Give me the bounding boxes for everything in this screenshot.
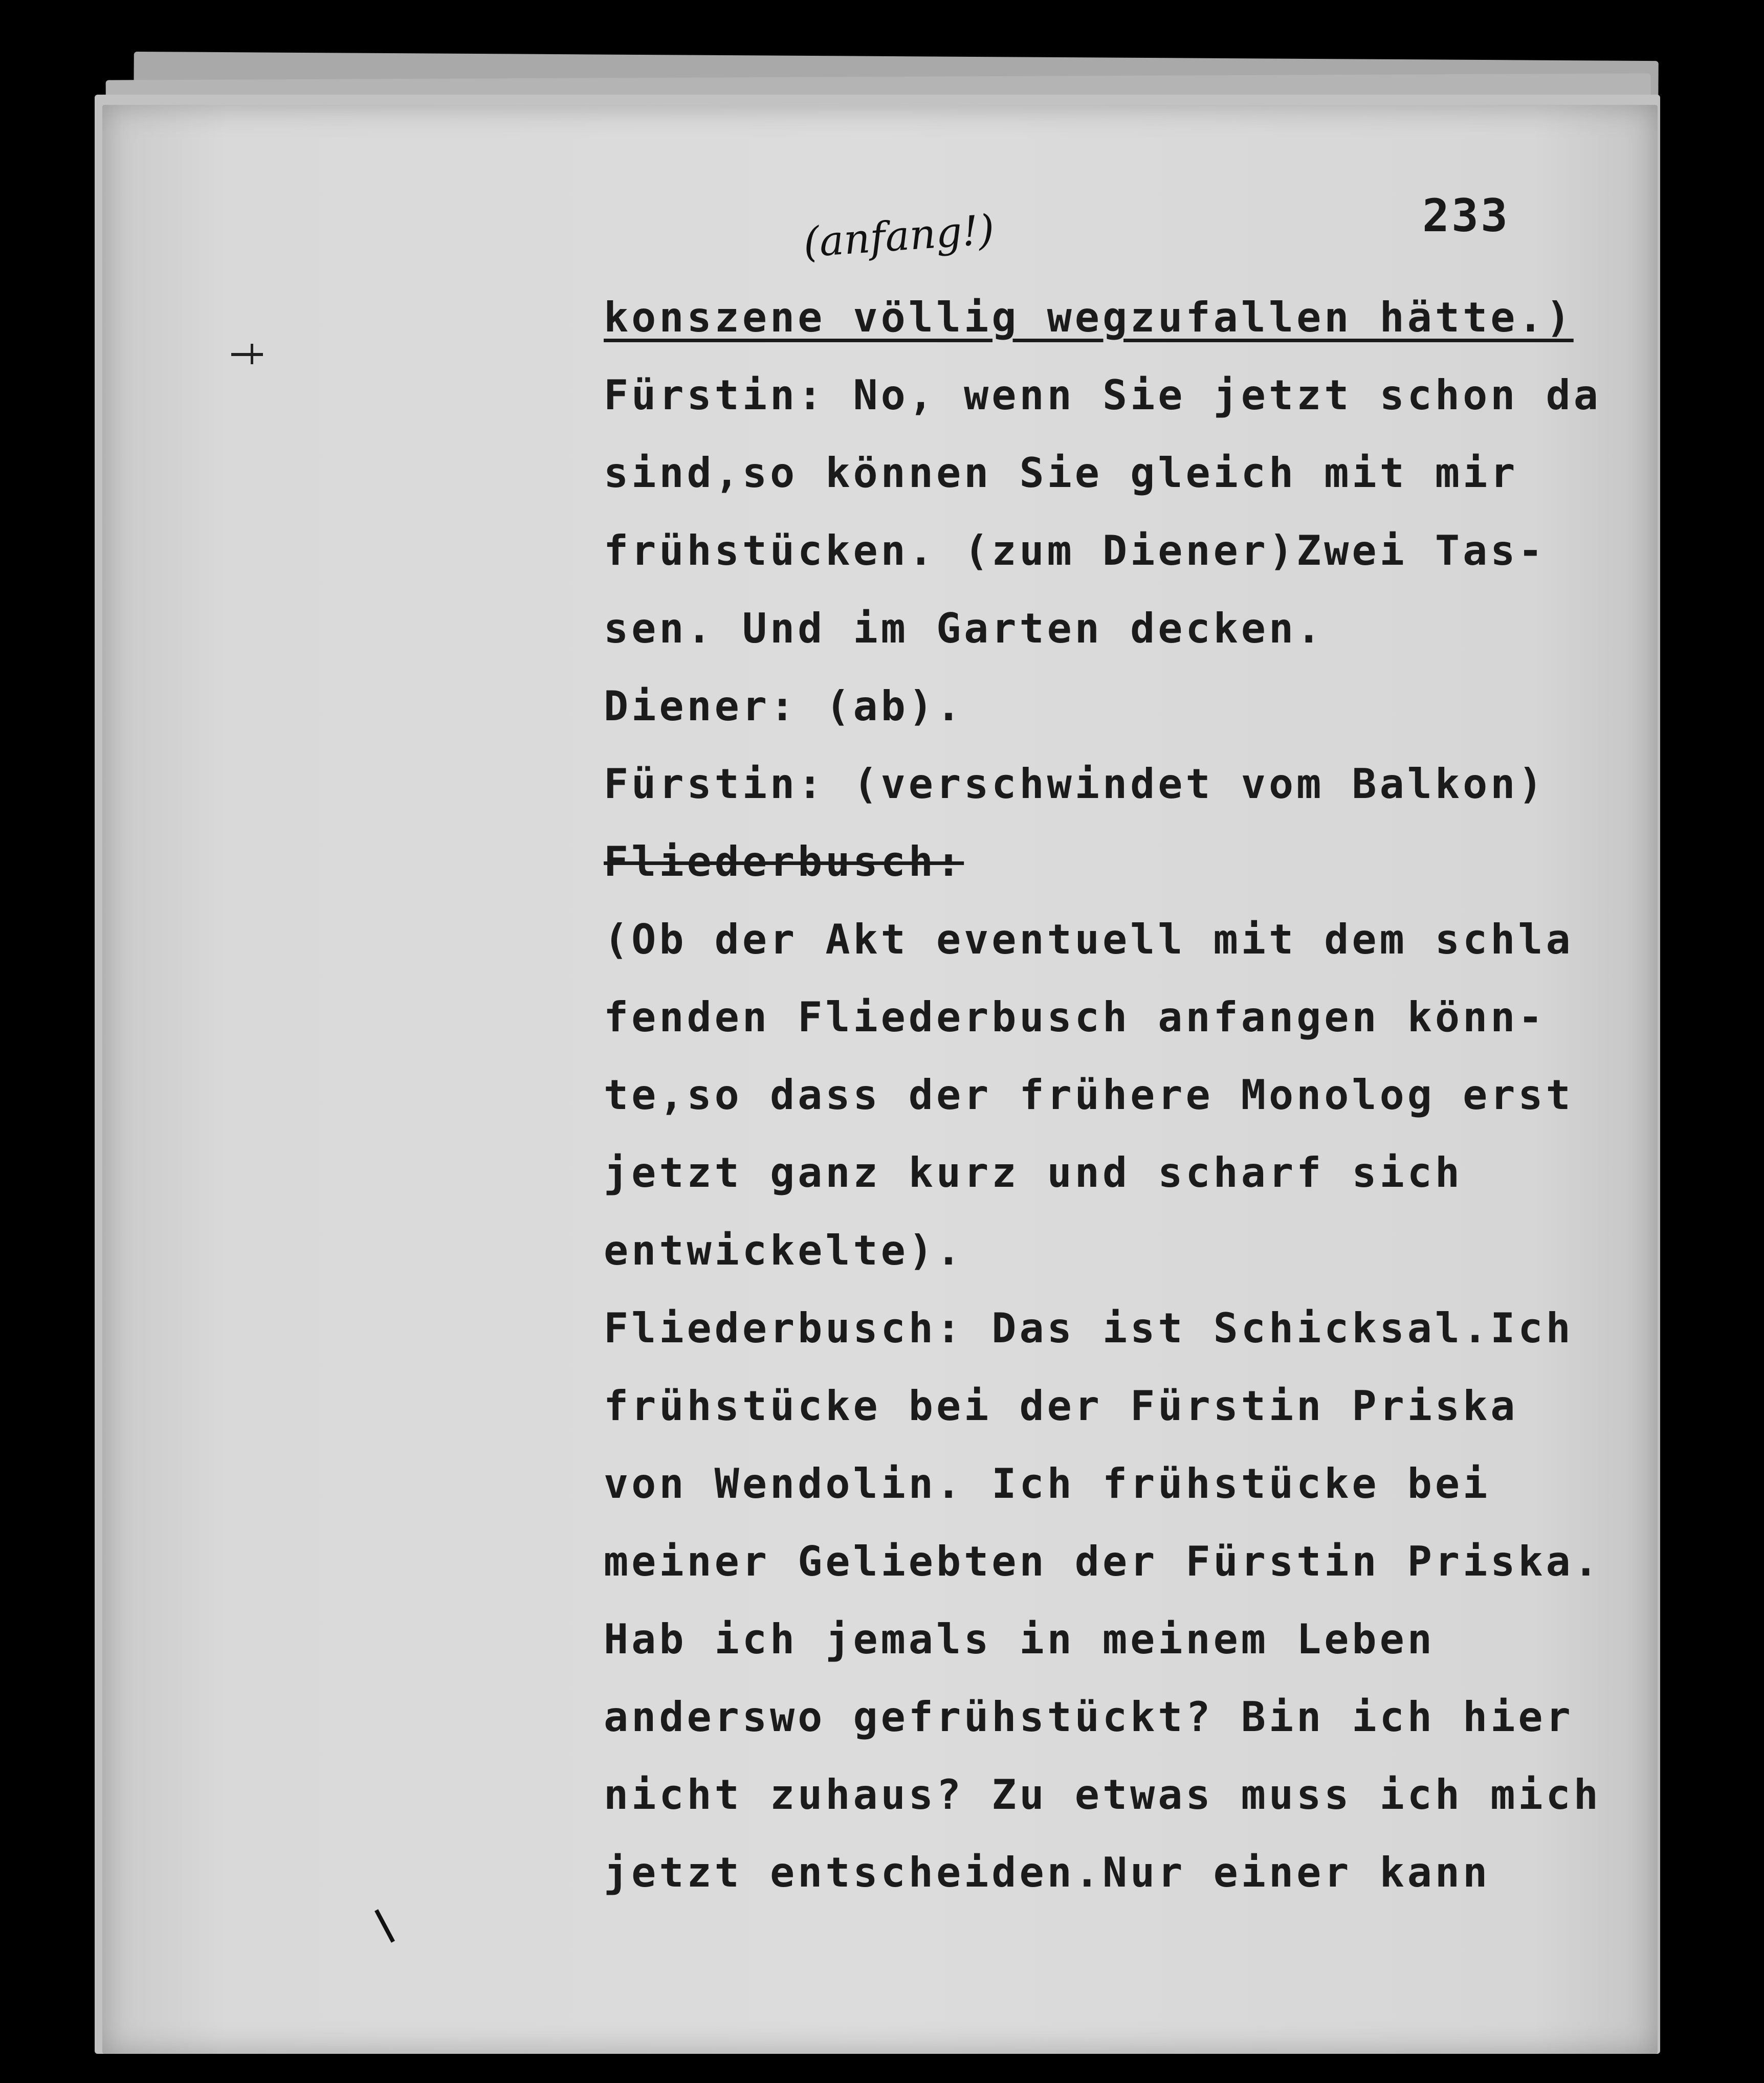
text-line: Fürstin: No, wenn Sie jetzt schon da [604,371,1601,419]
text-line: nicht zuhaus? Zu etwas muss ich mich [604,1771,1601,1819]
text-line: frühstücken. (zum Diener)Zwei Tas- [604,527,1546,574]
text-line: von Wendolin. Ich frühstücke bei [604,1460,1491,1508]
text-line: Hab ich jemals in meinem Leben [604,1615,1435,1663]
text-line: sind,so können Sie gleich mit mir [604,449,1518,497]
text-line: frühstücke bei der Fürstin Priska [604,1382,1518,1430]
struck-text-line: Fliederbusch: [604,838,964,885]
text-line: meiner Geliebten der Fürstin Priska. [604,1538,1601,1585]
text-line: Fliederbusch: Das ist Schicksal.Ich [604,1304,1574,1352]
text-line: Fürstin: (verschwindet vom Balkon) [604,760,1546,808]
margin-mark [231,353,263,356]
text-line: entwickelte). [604,1227,964,1274]
text-line: jetzt ganz kurz und scharf sich [604,1149,1463,1196]
handwritten-note: (anfang!) [802,206,996,267]
text-line: te,so dass der frühere Monolog erst [604,1071,1574,1119]
text-line: fenden Fliederbusch anfangen könn- [604,993,1546,1041]
text-line: (Ob der Akt eventuell mit dem schla [604,916,1574,963]
margin-mark [251,344,253,364]
text-line: jetzt entscheiden.Nur einer kann [604,1849,1491,1896]
page-number: 233 [1422,189,1510,242]
typescript-text [604,279,1627,1912]
text-line: Diener: (ab). [604,682,964,730]
text-line: konszene völlig wegzufallen hätte.) [604,294,1574,341]
text-line: sen. Und im Garten decken. [604,605,1325,652]
text-line: anderswo gefrühstückt? Bin ich hier [604,1693,1574,1741]
